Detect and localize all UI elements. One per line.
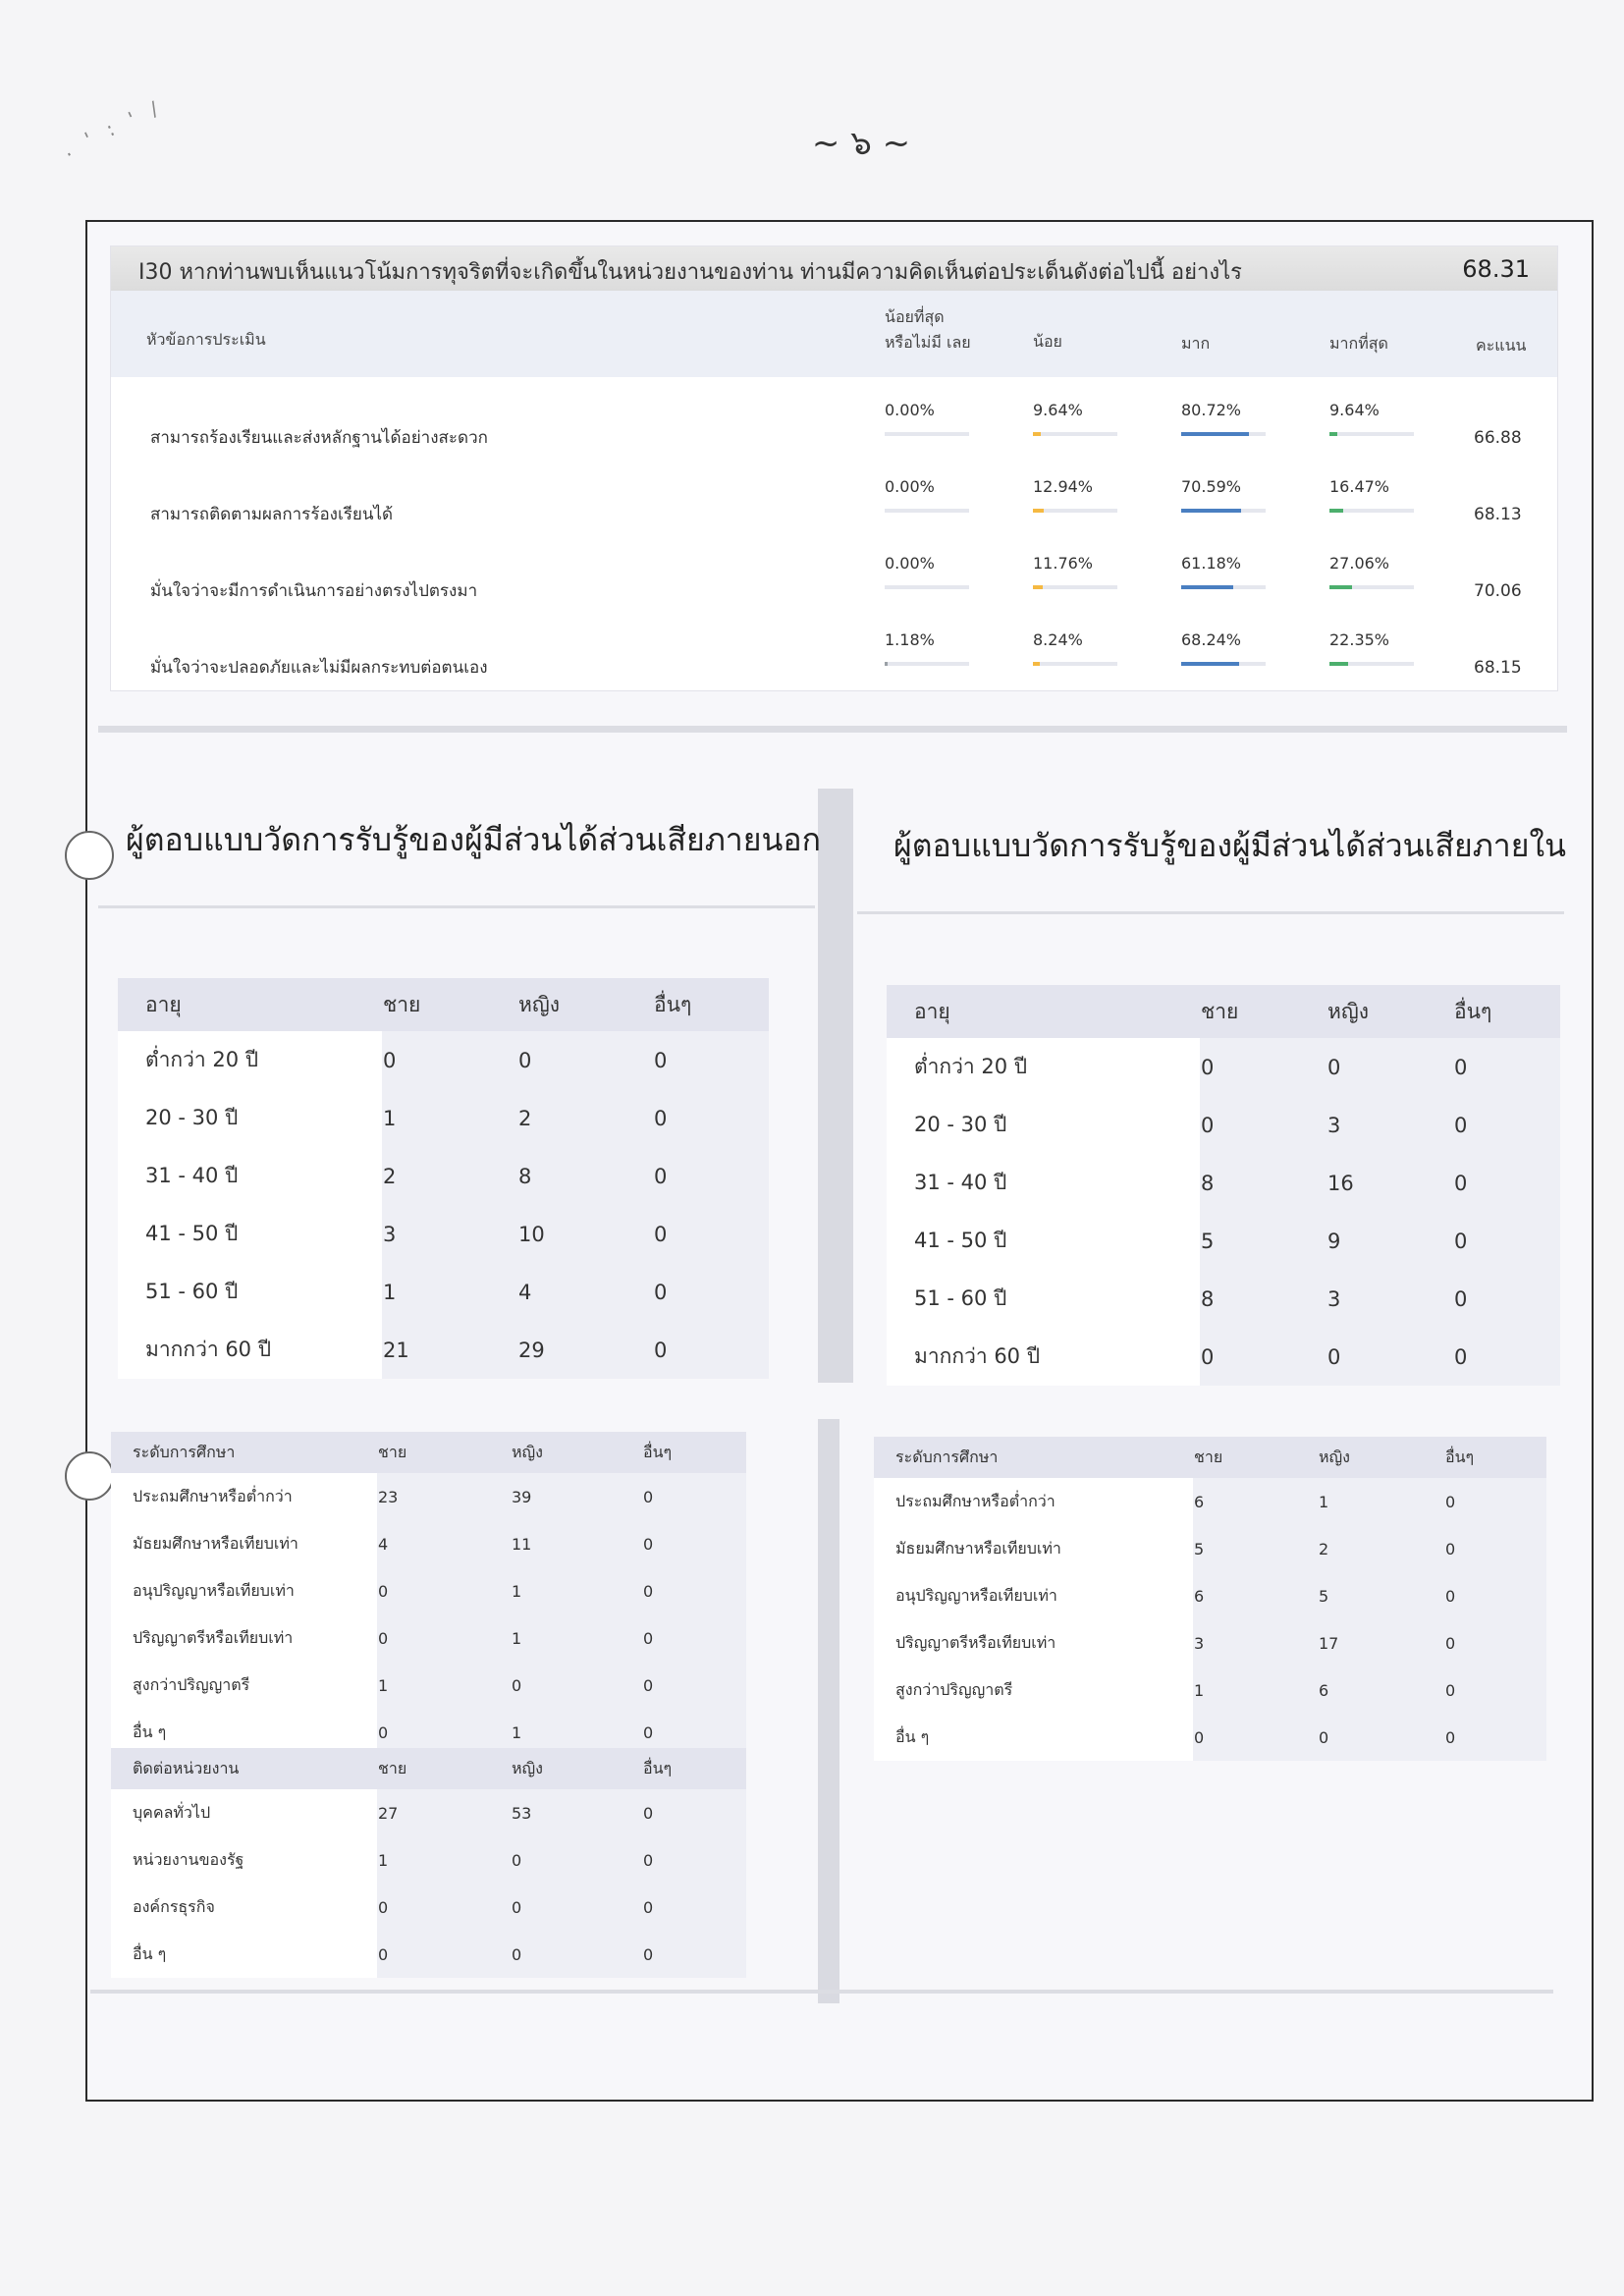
- table-cell: 8: [517, 1147, 653, 1205]
- table-row: [874, 1525, 1546, 1572]
- table-header-cell: หญิง: [517, 978, 653, 1031]
- table-cell: 23: [377, 1473, 511, 1520]
- table-header-cell: อื่นๆ: [1444, 1437, 1546, 1478]
- percent-least: 1.18%: [885, 630, 935, 649]
- table-row: [111, 1789, 746, 1836]
- table-cell: 8: [1200, 1154, 1326, 1212]
- table-row: [118, 1321, 769, 1379]
- table-header-row: [111, 1432, 746, 1473]
- percent-bar-fill: [1329, 585, 1352, 589]
- table-row: [887, 1328, 1560, 1386]
- table-cell: 0: [642, 1662, 746, 1709]
- table-cell: 0: [377, 1567, 511, 1614]
- question-row: [111, 540, 1557, 617]
- column-divider: [818, 1419, 839, 2003]
- question-row-score: 70.06: [1474, 581, 1522, 601]
- question-header: [111, 246, 1557, 291]
- col-topic: หัวข้อการประเมิน: [146, 330, 266, 349]
- table-header-cell: ระดับการศึกษา: [111, 1432, 377, 1473]
- table-cell: บุคคลทั่วไป: [111, 1789, 377, 1836]
- table-cell: 0: [642, 1473, 746, 1520]
- table-cell: 1: [377, 1836, 511, 1884]
- table-cell: 0: [511, 1931, 642, 1978]
- percent-much: 70.59%: [1181, 477, 1242, 496]
- table-row: [111, 1836, 746, 1884]
- table-header-row: [111, 1748, 746, 1789]
- table-cell: 0: [377, 1931, 511, 1978]
- percent-bar-track: [1033, 585, 1117, 589]
- col-most: มากที่สุด: [1329, 334, 1388, 353]
- question-score: 68.31: [1462, 255, 1530, 283]
- table-cell: 8: [1200, 1270, 1326, 1328]
- percent-bar-track: [1181, 432, 1266, 436]
- table-row: [887, 1154, 1560, 1212]
- table-cell: 1: [382, 1263, 517, 1321]
- table-cell: ประถมศึกษาหรือต่ำกว่า: [111, 1473, 377, 1520]
- table-cell: 5: [1193, 1525, 1318, 1572]
- table-cell: 0: [1200, 1328, 1326, 1386]
- table-cell: 0: [377, 1884, 511, 1931]
- table-header-cell: อื่นๆ: [642, 1432, 746, 1473]
- table-header-cell: ติดต่อหน่วยงาน: [111, 1748, 377, 1789]
- table-cell: สูงกว่าปริญญาตรี: [874, 1667, 1193, 1714]
- table-row: [111, 1662, 746, 1709]
- table-row: [118, 1263, 769, 1321]
- table-header-row: [118, 978, 769, 1031]
- table-cell: มัธยมศึกษาหรือเทียบเท่า: [874, 1525, 1193, 1572]
- question-row-score: 68.13: [1474, 505, 1522, 524]
- table-cell: 3: [1193, 1619, 1318, 1667]
- table-cell: 6: [1193, 1478, 1318, 1525]
- table-cell: 1: [1193, 1667, 1318, 1714]
- punch-hole: [65, 831, 114, 880]
- question-row-score: 68.15: [1474, 658, 1522, 678]
- percent-bar-fill: [1329, 432, 1337, 436]
- percent-least: 0.00%: [885, 401, 935, 419]
- table-cell: 1: [377, 1662, 511, 1709]
- table-cell: 0: [1193, 1714, 1318, 1761]
- table-cell: 31 - 40 ปี: [118, 1147, 382, 1205]
- percent-bar-track: [1181, 509, 1266, 513]
- table-row: [874, 1667, 1546, 1714]
- table-cell: 0: [377, 1709, 511, 1756]
- question-row: [111, 387, 1557, 464]
- percent-bar-track: [1329, 662, 1414, 666]
- divider: [857, 911, 1564, 914]
- percent-little: 9.64%: [1033, 401, 1083, 419]
- table-cell: 2: [1318, 1525, 1444, 1572]
- percent-bar-fill: [1033, 662, 1040, 666]
- table-cell: 2: [517, 1089, 653, 1147]
- percent-bar-track: [885, 432, 969, 436]
- table-cell: อื่น ๆ: [874, 1714, 1193, 1761]
- table-cell: 0: [1453, 1212, 1560, 1270]
- table-cell: 0: [1444, 1667, 1546, 1714]
- percent-much: 68.24%: [1181, 630, 1242, 649]
- table-cell: 0: [382, 1031, 517, 1089]
- question-row-score: 66.88: [1474, 428, 1522, 448]
- table-cell: 1: [511, 1614, 642, 1662]
- percent-bar-fill: [1329, 509, 1343, 513]
- percent-little: 12.94%: [1033, 477, 1094, 496]
- table-cell: 0: [1200, 1096, 1326, 1154]
- table-cell: 1: [511, 1709, 642, 1756]
- table-row: [118, 1089, 769, 1147]
- table-cell: สูงกว่าปริญญาตรี: [111, 1662, 377, 1709]
- table-cell: อนุปริญญาหรือเทียบเท่า: [111, 1567, 377, 1614]
- table-cell: 21: [382, 1321, 517, 1379]
- table-cell: ปริญญาตรีหรือเทียบเท่า: [111, 1614, 377, 1662]
- percent-bar-fill: [1181, 509, 1241, 513]
- percent-bar-fill: [1181, 432, 1249, 436]
- percent-bar-track: [1033, 509, 1117, 513]
- table-cell: 0: [377, 1614, 511, 1662]
- table-cell: 0: [642, 1567, 746, 1614]
- table-row: [111, 1473, 746, 1520]
- paper-specks: . ' : ' /: [59, 93, 168, 162]
- table-cell: อนุปริญญาหรือเทียบเท่า: [874, 1572, 1193, 1619]
- percent-bar-track: [1181, 662, 1266, 666]
- table-row: [111, 1520, 746, 1567]
- table-cell: อื่น ๆ: [111, 1709, 377, 1756]
- table-row: [874, 1714, 1546, 1761]
- table-cell: 0: [1326, 1328, 1453, 1386]
- question-panel: [110, 246, 1558, 691]
- table-cell: 0: [642, 1520, 746, 1567]
- table-header-cell: อายุ: [118, 978, 382, 1031]
- table-cell: 20 - 30 ปี: [887, 1096, 1200, 1154]
- question-row-label: สามารถติดตามผลการร้องเรียนได้: [150, 505, 394, 524]
- percent-much: 61.18%: [1181, 554, 1242, 573]
- table-cell: 0: [653, 1321, 769, 1379]
- table-cell: 0: [642, 1931, 746, 1978]
- table-cell: 20 - 30 ปี: [118, 1089, 382, 1147]
- table-cell: 0: [1200, 1038, 1326, 1096]
- table-cell: 5: [1318, 1572, 1444, 1619]
- table-cell: 0: [1444, 1478, 1546, 1525]
- table-cell: 10: [517, 1205, 653, 1263]
- table-cell: 27: [377, 1789, 511, 1836]
- percent-bar-track: [885, 662, 969, 666]
- table-cell: 0: [1453, 1154, 1560, 1212]
- table-cell: 4: [517, 1263, 653, 1321]
- table-cell: 0: [642, 1789, 746, 1836]
- percent-bar-track: [1033, 432, 1117, 436]
- table-header-cell: ระดับการศึกษา: [874, 1437, 1193, 1478]
- percent-bar-fill: [885, 662, 888, 666]
- question-row-label: มั่นใจว่าจะปลอดภัยและไม่มีผลกระทบต่อตนเอง: [150, 658, 488, 678]
- external-title: ผู้ตอบแบบวัดการรับรู้ของผู้มีส่วนได้ส่วนเสียภายนอก: [126, 821, 821, 858]
- table-row: [111, 1567, 746, 1614]
- percent-least: 0.00%: [885, 554, 935, 573]
- table-header-cell: หญิง: [1326, 985, 1453, 1038]
- table-cell: 1: [511, 1567, 642, 1614]
- percent-most: 9.64%: [1329, 401, 1380, 419]
- table-cell: ปริญญาตรีหรือเทียบเท่า: [874, 1619, 1193, 1667]
- percent-bar-fill: [1033, 585, 1043, 589]
- table-cell: 1: [382, 1089, 517, 1147]
- col-little: น้อย: [1033, 332, 1062, 351]
- table-cell: 51 - 60 ปี: [887, 1270, 1200, 1328]
- table-cell: 0: [511, 1884, 642, 1931]
- table-header-cell: ชาย: [377, 1748, 511, 1789]
- internal-education-table: [874, 1437, 1546, 1761]
- table-header-cell: อายุ: [887, 985, 1200, 1038]
- table-row: [887, 1038, 1560, 1096]
- table-cell: มากกว่า 60 ปี: [118, 1321, 382, 1379]
- table-cell: องค์กรธุรกิจ: [111, 1884, 377, 1931]
- table-cell: 0: [1453, 1096, 1560, 1154]
- percent-bar-fill: [1181, 585, 1233, 589]
- table-row: [118, 1205, 769, 1263]
- punch-hole: [65, 1451, 114, 1501]
- question-row-label: สามารถร้องเรียนและส่งหลักฐานได้อย่างสะดวก: [150, 428, 488, 448]
- table-row: [874, 1619, 1546, 1667]
- table-cell: อื่น ๆ: [111, 1931, 377, 1978]
- table-cell: 0: [642, 1884, 746, 1931]
- percent-bar-fill: [1329, 662, 1348, 666]
- table-cell: 0: [1444, 1572, 1546, 1619]
- percent-most: 22.35%: [1329, 630, 1390, 649]
- table-cell: 31 - 40 ปี: [887, 1154, 1200, 1212]
- table-header-cell: หญิง: [1318, 1437, 1444, 1478]
- table-cell: 29: [517, 1321, 653, 1379]
- table-cell: 0: [511, 1836, 642, 1884]
- question-columns: [111, 291, 1557, 377]
- table-cell: 6: [1318, 1667, 1444, 1714]
- percent-most: 16.47%: [1329, 477, 1390, 496]
- table-header-cell: อื่นๆ: [653, 978, 769, 1031]
- divider: [98, 726, 1567, 733]
- table-cell: 0: [653, 1089, 769, 1147]
- percent-little: 8.24%: [1033, 630, 1083, 649]
- table-cell: 11: [511, 1520, 642, 1567]
- table-header-cell: ชาย: [1200, 985, 1326, 1038]
- table-cell: 17: [1318, 1619, 1444, 1667]
- table-cell: ต่ำกว่า 20 ปี: [118, 1031, 382, 1089]
- percent-little: 11.76%: [1033, 554, 1094, 573]
- table-cell: 0: [1453, 1328, 1560, 1386]
- table-cell: 6: [1193, 1572, 1318, 1619]
- table-row: [874, 1572, 1546, 1619]
- table-cell: 0: [653, 1147, 769, 1205]
- col-least: น้อยที่สุด หรือไม่มี เลย: [885, 307, 971, 352]
- table-cell: 39: [511, 1473, 642, 1520]
- internal-age-table: [887, 985, 1560, 1386]
- table-cell: 5: [1200, 1212, 1326, 1270]
- table-header-cell: ชาย: [1193, 1437, 1318, 1478]
- table-row: [887, 1096, 1560, 1154]
- percent-bar-track: [885, 509, 969, 513]
- table-header-row: [887, 985, 1560, 1038]
- divider: [90, 1990, 1553, 1994]
- table-cell: 0: [1444, 1525, 1546, 1572]
- table-cell: มัธยมศึกษาหรือเทียบเท่า: [111, 1520, 377, 1567]
- percent-bar-fill: [1181, 662, 1239, 666]
- divider: [98, 905, 815, 908]
- table-cell: 53: [511, 1789, 642, 1836]
- percent-bar-track: [1033, 662, 1117, 666]
- table-row: [118, 1147, 769, 1205]
- percent-bar-track: [1329, 585, 1414, 589]
- table-cell: 3: [1326, 1270, 1453, 1328]
- internal-title: ผู้ตอบแบบวัดการรับรู้ของผู้มีส่วนได้ส่วนเสียภายใน: [893, 827, 1566, 864]
- external-education-table: [111, 1432, 746, 1756]
- percent-bar-track: [885, 585, 969, 589]
- table-cell: 0: [1453, 1038, 1560, 1096]
- external-age-table: [118, 978, 769, 1379]
- table-cell: 2: [382, 1147, 517, 1205]
- table-cell: หน่วยงานของรัฐ: [111, 1836, 377, 1884]
- question-row: [111, 617, 1557, 693]
- table-row: [874, 1478, 1546, 1525]
- table-cell: 41 - 50 ปี: [887, 1212, 1200, 1270]
- table-cell: 0: [653, 1263, 769, 1321]
- table-header-cell: ชาย: [377, 1432, 511, 1473]
- table-cell: ประถมศึกษาหรือต่ำกว่า: [874, 1478, 1193, 1525]
- page-number: ~ ๖ ~: [811, 124, 911, 163]
- percent-most: 27.06%: [1329, 554, 1390, 573]
- table-cell: 3: [1326, 1096, 1453, 1154]
- question-title: I30 หากท่านพบเห็นแนวโน้มการทุจริตที่จะเกิดขึ้นในหน่วยงานของท่าน ท่านมีความคิดเห็นต่อประเด็นดังต่อไปนี้ อย่างไร: [138, 260, 1242, 285]
- question-row: [111, 464, 1557, 540]
- table-cell: ต่ำกว่า 20 ปี: [887, 1038, 1200, 1096]
- table-header-cell: อื่นๆ: [642, 1748, 746, 1789]
- table-cell: 0: [511, 1662, 642, 1709]
- col-score: คะแนน: [1476, 336, 1527, 355]
- external-contact-table: [111, 1748, 746, 1978]
- table-header-row: [874, 1437, 1546, 1478]
- table-cell: 0: [1318, 1714, 1444, 1761]
- table-cell: 41 - 50 ปี: [118, 1205, 382, 1263]
- table-row: [887, 1212, 1560, 1270]
- table-cell: 51 - 60 ปี: [118, 1263, 382, 1321]
- column-divider: [818, 789, 853, 1383]
- table-cell: 0: [1444, 1714, 1546, 1761]
- table-cell: 0: [642, 1836, 746, 1884]
- table-cell: 16: [1326, 1154, 1453, 1212]
- percent-bar-track: [1329, 509, 1414, 513]
- percent-much: 80.72%: [1181, 401, 1242, 419]
- percent-least: 0.00%: [885, 477, 935, 496]
- table-cell: 3: [382, 1205, 517, 1263]
- table-row: [111, 1931, 746, 1978]
- table-cell: 9: [1326, 1212, 1453, 1270]
- table-cell: 4: [377, 1520, 511, 1567]
- table-cell: 0: [642, 1709, 746, 1756]
- table-cell: 1: [1318, 1478, 1444, 1525]
- table-row: [111, 1884, 746, 1931]
- table-cell: 0: [653, 1031, 769, 1089]
- table-header-cell: หญิง: [511, 1432, 642, 1473]
- table-cell: 0: [642, 1614, 746, 1662]
- table-header-cell: อื่นๆ: [1453, 985, 1560, 1038]
- question-row-label: มั่นใจว่าจะมีการดำเนินการอย่างตรงไปตรงมา: [150, 581, 478, 601]
- table-cell: 0: [1444, 1619, 1546, 1667]
- table-cell: 0: [517, 1031, 653, 1089]
- percent-bar-fill: [1033, 432, 1041, 436]
- col-much: มาก: [1181, 334, 1211, 353]
- table-cell: 0: [1453, 1270, 1560, 1328]
- percent-bar-track: [1181, 585, 1266, 589]
- table-row: [118, 1031, 769, 1089]
- table-row: [887, 1270, 1560, 1328]
- percent-bar-fill: [1033, 509, 1044, 513]
- table-cell: มากกว่า 60 ปี: [887, 1328, 1200, 1386]
- percent-bar-track: [1329, 432, 1414, 436]
- table-header-cell: หญิง: [511, 1748, 642, 1789]
- table-row: [111, 1614, 746, 1662]
- table-cell: 0: [653, 1205, 769, 1263]
- table-header-cell: ชาย: [382, 978, 517, 1031]
- table-cell: 0: [1326, 1038, 1453, 1096]
